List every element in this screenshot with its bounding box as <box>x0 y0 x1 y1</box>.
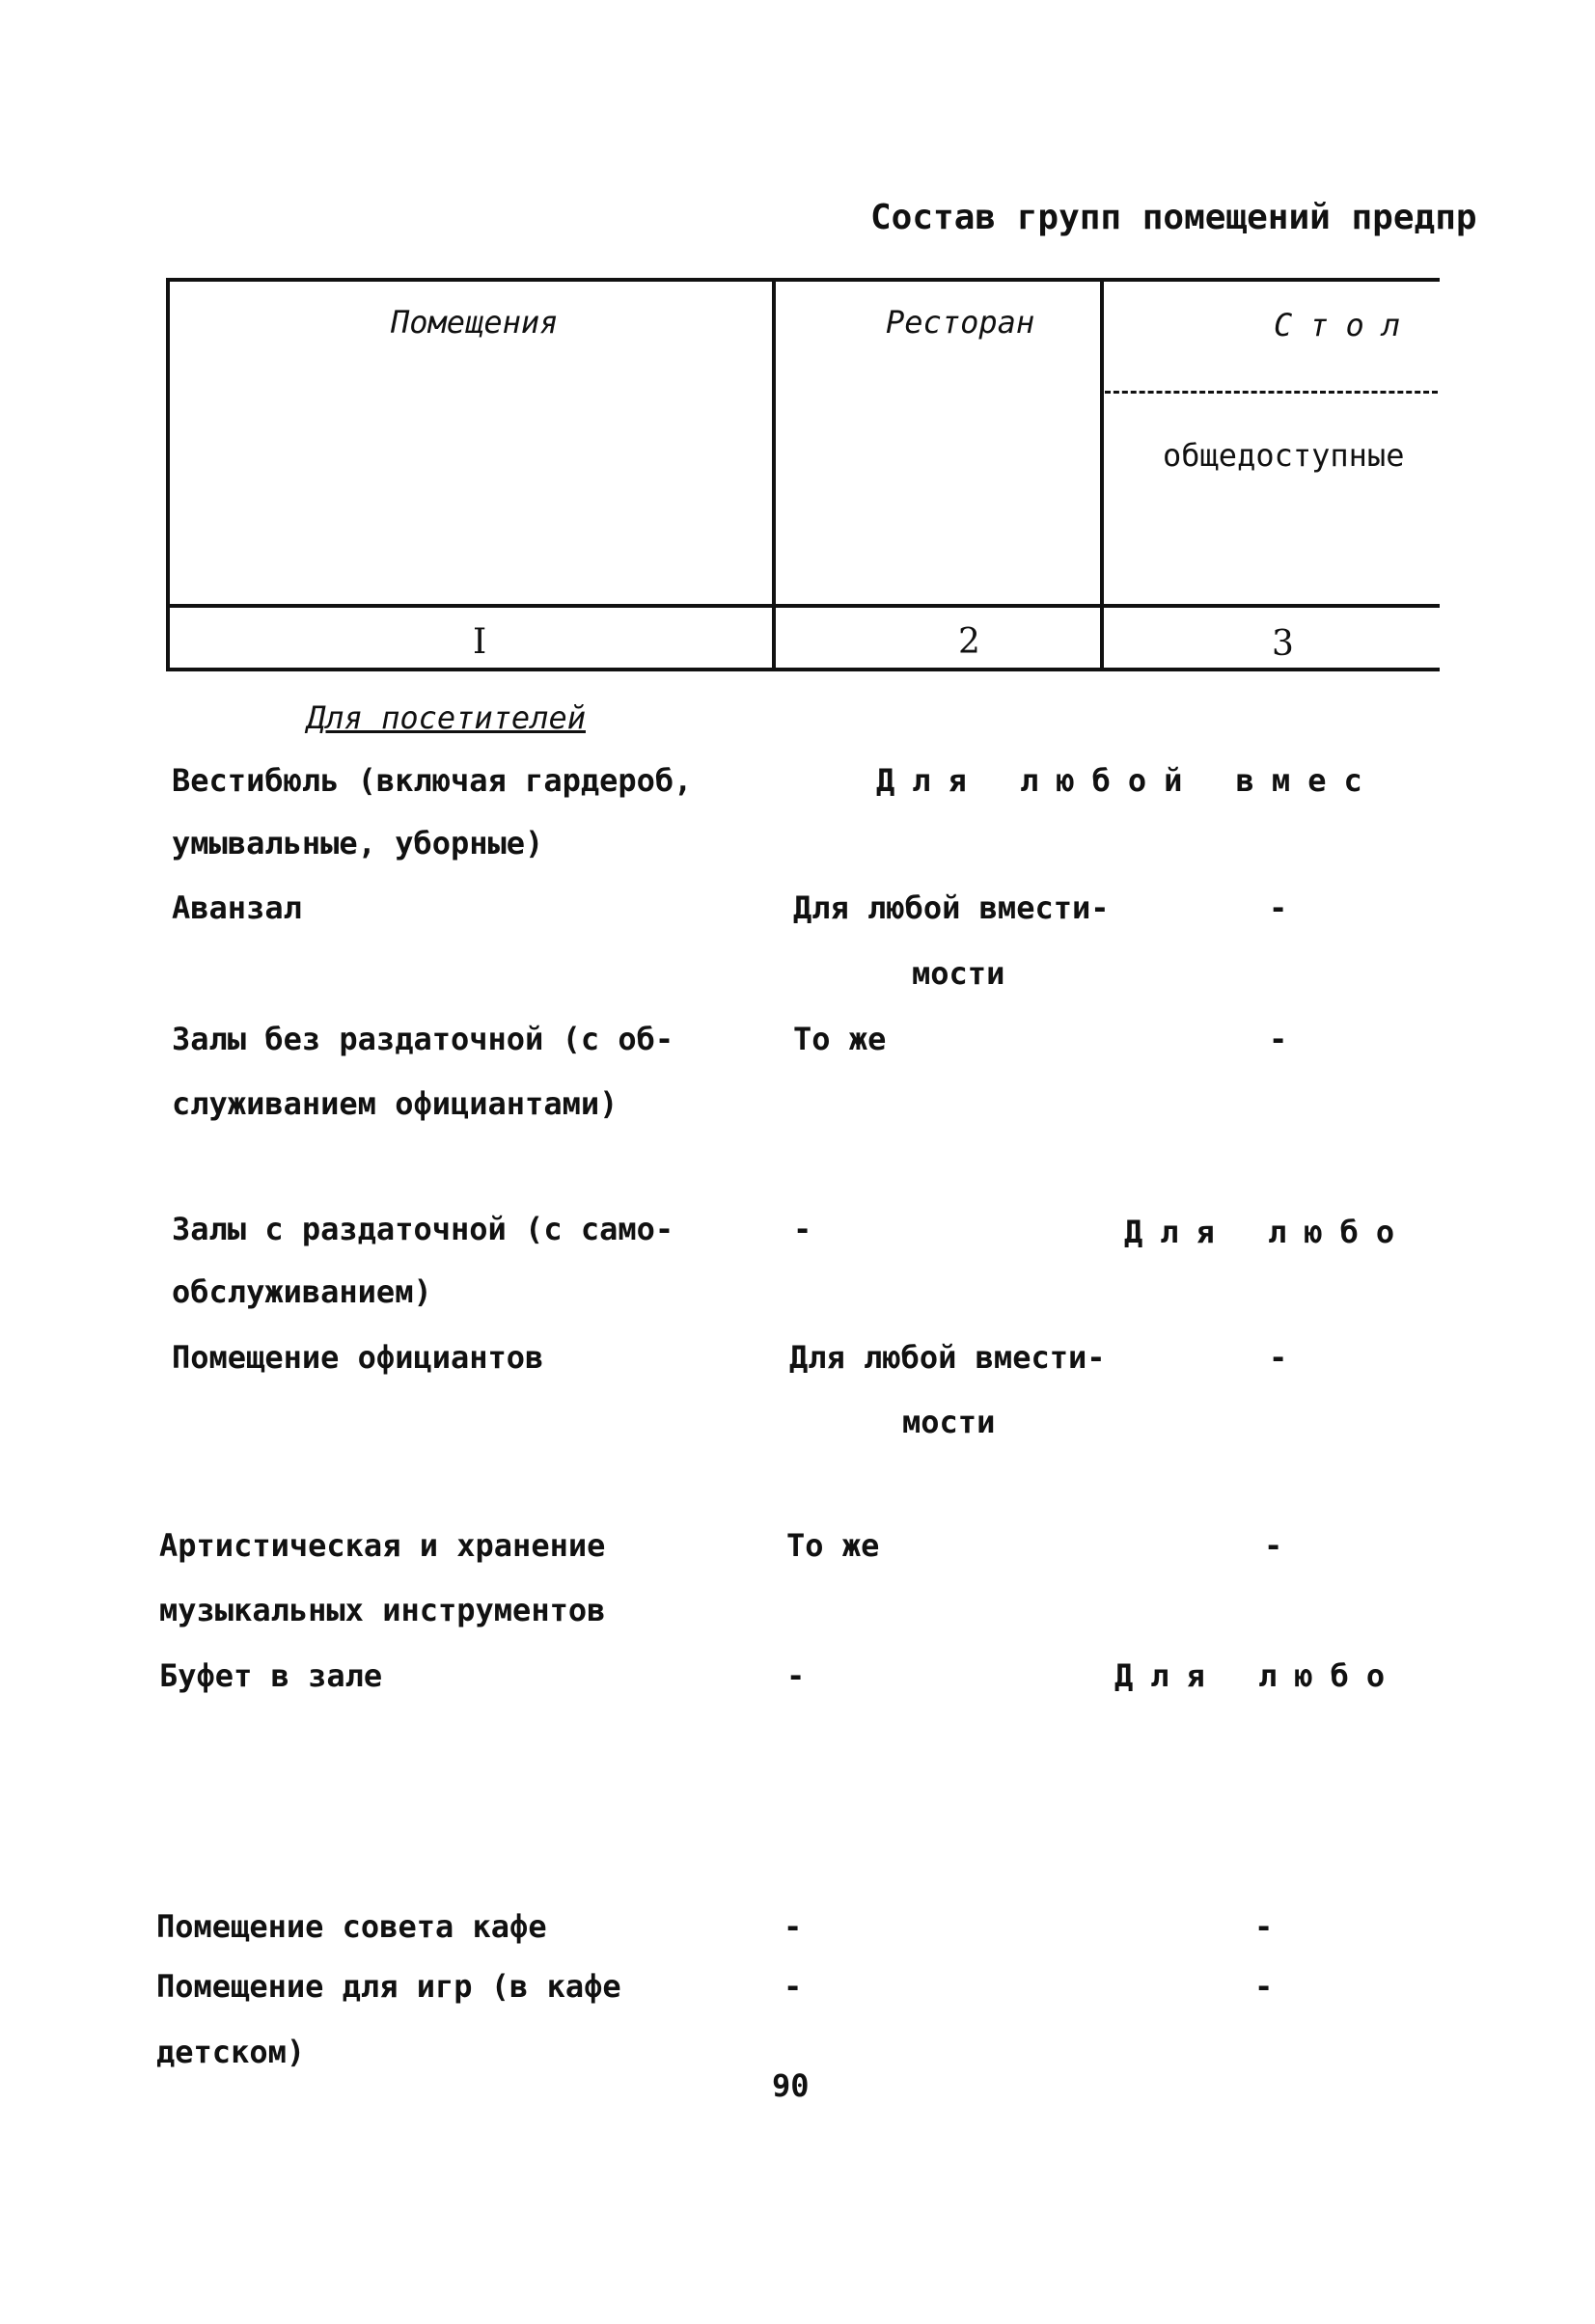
column-number-1: I <box>473 622 487 662</box>
header-subdivider <box>1105 391 1438 394</box>
table-col-divider-1 <box>772 278 776 671</box>
column-number-2: 2 <box>958 622 980 662</box>
table-left-border <box>166 278 170 671</box>
page-title: Состав групп помещений предпр <box>870 198 1477 237</box>
row-games-name: Помещение для игр (в кафе <box>156 1968 621 2005</box>
row-halls-self-name: Залы с раздаточной (с само- <box>172 1211 674 1247</box>
row-halls-self-col2: - <box>793 1211 812 1247</box>
row-artist-col3: - <box>1264 1527 1283 1564</box>
row-halls-waiter-name: Залы без раздаточной (с об- <box>172 1021 674 1057</box>
row-avanzal-col2-cont: мости <box>912 955 1005 992</box>
row-vestibule-name: Вестибюль (включая гардероб, <box>172 762 693 799</box>
table-col-divider-2 <box>1100 278 1104 671</box>
row-waiters-name: Помещение официантов <box>172 1339 544 1376</box>
table-bottom-border <box>166 668 1440 671</box>
row-games-col3: - <box>1254 1968 1274 2005</box>
row-halls-self-name-cont: обслуживанием) <box>172 1273 432 1310</box>
row-buffet-name: Буфет в зале <box>159 1657 383 1694</box>
row-council-col2: - <box>784 1908 803 1945</box>
row-waiters-col3: - <box>1269 1339 1288 1376</box>
row-vestibule-span: Для любой вмес <box>876 762 1380 799</box>
row-buffet-span: Для любо <box>1114 1657 1403 1694</box>
header-canteen: Стол <box>1274 307 1418 343</box>
row-avanzal-name: Аванзал <box>172 889 302 926</box>
row-halls-waiter-col3: - <box>1269 1021 1288 1057</box>
row-waiters-col2-cont: мости <box>902 1404 996 1440</box>
table-header-divider <box>166 604 1440 608</box>
header-restaurant: Ресторан <box>886 304 1035 341</box>
table-top-border <box>166 278 1440 282</box>
page-number: 90 <box>772 2067 810 2104</box>
row-council-col3: - <box>1254 1908 1274 1945</box>
row-artist-name-cont: музыкальных инструментов <box>159 1592 606 1628</box>
row-halls-waiter-name-cont: служиванием официантами) <box>172 1085 619 1122</box>
row-buffet-col2: - <box>786 1657 806 1694</box>
section-heading: Для посетителей <box>307 699 586 736</box>
row-halls-waiter-col2: То же <box>793 1021 887 1057</box>
row-games-name-cont: детском) <box>156 2034 306 2070</box>
row-artist-name: Артистическая и хранение <box>159 1527 606 1564</box>
row-vestibule-name-cont: умывальные, уборные) <box>172 825 544 861</box>
row-games-col2: - <box>784 1968 803 2005</box>
column-number-3: 3 <box>1272 624 1294 664</box>
header-rooms: Помещения <box>391 304 559 341</box>
row-halls-self-span: Для любо <box>1124 1214 1413 1250</box>
row-waiters-col2: Для любой вмести- <box>789 1339 1106 1376</box>
row-avanzal-col3: - <box>1269 889 1288 926</box>
row-council-name: Помещение совета кафе <box>156 1908 547 1945</box>
header-canteen-public: общедоступные <box>1163 437 1405 474</box>
row-artist-col2: То же <box>786 1527 880 1564</box>
row-avanzal-col2: Для любой вмести- <box>793 889 1110 926</box>
